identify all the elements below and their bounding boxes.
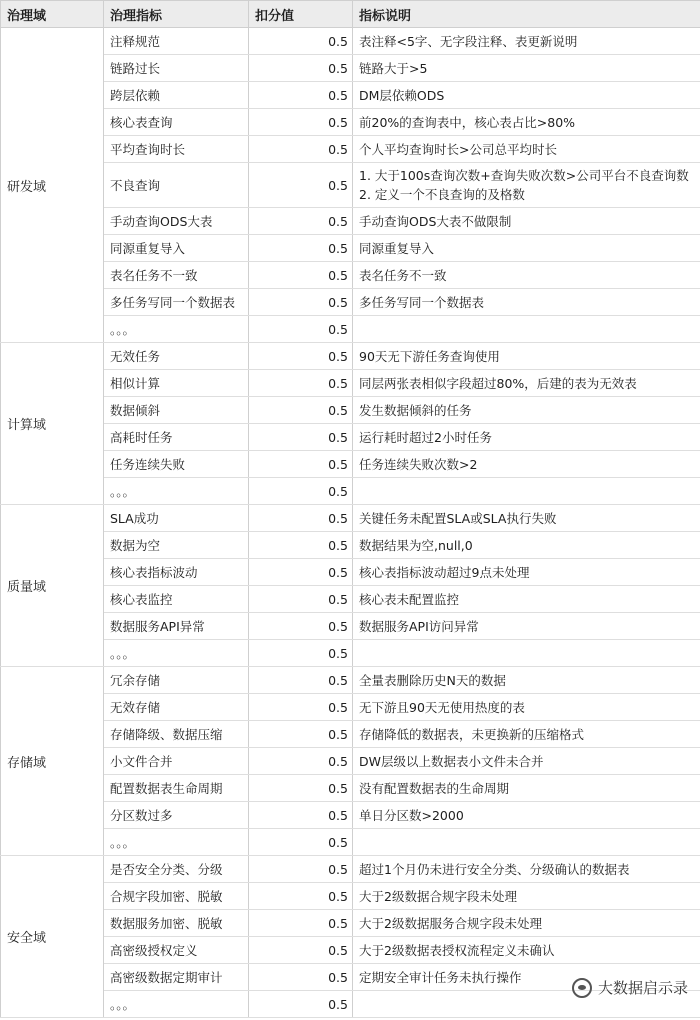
indicator-cell: 合规字段加密、脱敏 [104,883,249,910]
description-cell [353,478,700,505]
table-row [1,109,700,136]
description-cell: 同源重复导入 [353,235,700,262]
indicator-cell: 表名任务不一致 [104,262,249,289]
table-row [1,397,700,424]
score-cell: 0.5 [249,478,353,505]
indicator-cell: 高密级数据定期审计 [104,964,249,991]
table-row [1,559,700,586]
indicator-cell: 核心表监控 [104,586,249,613]
domain-cell: 质量域 [1,505,104,667]
score-cell: 0.5 [249,370,353,397]
table-row [1,235,700,262]
score-cell: 0.5 [249,451,353,478]
score-cell: 0.5 [249,559,353,586]
score-cell: 0.5 [249,829,353,856]
description-cell: 定期安全审计任务未执行操作 [353,964,700,991]
description-cell: 1. 大于100s查询次数+查询失败次数>公司平台不良查询数 2. 定义一个不良查询的及格数 [353,163,700,208]
domain-cell: 计算域 [1,343,104,505]
indicator-cell: 核心表查询 [104,109,249,136]
indicator-cell: 数据为空 [104,532,249,559]
indicator-cell: 手动查询ODS大表 [104,208,249,235]
description-cell: 没有配置数据表的生命周期 [353,775,700,802]
score-cell: 0.5 [249,856,353,883]
table-row [1,289,700,316]
indicator-cell: 跨层依赖 [104,82,249,109]
indicator-cell: 存储降级、数据压缩 [104,721,249,748]
table-row [1,316,700,343]
description-cell: 多任务写同一个数据表 [353,289,700,316]
indicator-cell: 小文件合并 [104,748,249,775]
indicator-cell: 核心表指标波动 [104,559,249,586]
score-cell: 0.5 [249,163,353,208]
indicator-cell: 数据服务加密、脱敏 [104,910,249,937]
description-cell: 超过1个月仍未进行安全分类、分级确认的数据表 [353,856,700,883]
domain-cell: 研发域 [1,28,104,343]
table-header-row [1,1,700,28]
table-row [1,262,700,289]
indicator-cell: 。。。 [104,316,249,343]
table-row [1,802,700,829]
table-row [1,163,700,208]
indicator-cell: 。。。 [104,829,249,856]
description-cell: 大于2级数据合规字段未处理 [353,883,700,910]
indicator-cell: 不良查询 [104,163,249,208]
header-description: 指标说明 [353,1,700,28]
score-cell: 0.5 [249,694,353,721]
description-cell: 个人平均查询时长>公司总平均时长 [353,136,700,163]
table-row [1,208,700,235]
table-row [1,478,700,505]
table-row [1,505,700,532]
indicator-cell: 注释规范 [104,28,249,55]
table-row [1,640,700,667]
header-indicator: 治理指标 [104,1,249,28]
indicator-cell: 数据服务API异常 [104,613,249,640]
table-row [1,28,700,55]
description-cell: 全量表删除历史N天的数据 [353,667,700,694]
table-row [1,451,700,478]
indicator-cell: 配置数据表生命周期 [104,775,249,802]
table-row [1,775,700,802]
indicator-cell: 相似计算 [104,370,249,397]
brand-watermark [572,977,688,998]
score-cell: 0.5 [249,424,353,451]
table-row [1,424,700,451]
indicator-cell: 。。。 [104,640,249,667]
description-cell: 运行耗时超过2小时任务 [353,424,700,451]
indicator-cell: 。。。 [104,478,249,505]
description-cell: 任务连续失败次数>2 [353,451,700,478]
table-row [1,532,700,559]
indicator-cell: 是否安全分类、分级 [104,856,249,883]
description-cell [353,829,700,856]
description-cell: 手动查询ODS大表不做限制 [353,208,700,235]
indicator-cell: SLA成功 [104,505,249,532]
score-cell: 0.5 [249,235,353,262]
score-cell: 0.5 [249,937,353,964]
description-cell: 数据结果为空,null,0 [353,532,700,559]
wechat-icon [572,978,592,998]
score-cell: 0.5 [249,343,353,370]
table-row [1,721,700,748]
table-row [1,910,700,937]
score-cell: 0.5 [249,136,353,163]
table-row [1,136,700,163]
description-cell: 数据服务API访问异常 [353,613,700,640]
score-cell: 0.5 [249,748,353,775]
indicator-cell: 高耗时任务 [104,424,249,451]
description-cell: 核心表指标波动超过9点未处理 [353,559,700,586]
description-cell: 存储降低的数据表，未更换新的压缩格式 [353,721,700,748]
brand-label: 大数据启示录 [597,979,688,997]
description-cell: 关键任务未配置SLA或SLA执行失败 [353,505,700,532]
indicator-cell: 无效存储 [104,694,249,721]
description-cell [353,640,700,667]
score-cell: 0.5 [249,991,353,1018]
table-row [1,694,700,721]
description-cell [353,316,700,343]
indicator-cell: 平均查询时长 [104,136,249,163]
table-row [1,586,700,613]
indicator-cell: 任务连续失败 [104,451,249,478]
score-cell: 0.5 [249,586,353,613]
table-row [1,748,700,775]
indicator-cell: 高密级授权定义 [104,937,249,964]
indicator-cell: 数据倾斜 [104,397,249,424]
table-row [1,343,700,370]
header-score: 扣分值 [249,1,353,28]
score-cell: 0.5 [249,721,353,748]
description-cell: DW层级以上数据表小文件未合并 [353,748,700,775]
description-cell: 核心表未配置监控 [353,586,700,613]
indicator-cell: 链路过长 [104,55,249,82]
description-cell: 大于2级数据服务合规字段未处理 [353,910,700,937]
score-cell: 0.5 [249,910,353,937]
indicator-cell: 。。。 [104,991,249,1018]
description-cell: 同层两张表相似字段超过80%，后建的表为无效表 [353,370,700,397]
indicator-cell: 无效任务 [104,343,249,370]
score-cell: 0.5 [249,28,353,55]
table-row [1,82,700,109]
score-cell: 0.5 [249,109,353,136]
description-cell: 前20%的查询表中，核心表占比>80% [353,109,700,136]
score-cell: 0.5 [249,262,353,289]
score-cell: 0.5 [249,397,353,424]
table-row [1,856,700,883]
header-domain: 治理域 [1,1,104,28]
score-cell: 0.5 [249,775,353,802]
description-cell: 发生数据倾斜的任务 [353,397,700,424]
score-cell: 0.5 [249,55,353,82]
table-row [1,829,700,856]
table-row [1,55,700,82]
score-cell: 0.5 [249,316,353,343]
score-cell: 0.5 [249,208,353,235]
table-row [1,667,700,694]
table-row [1,370,700,397]
description-cell: 大于2级数据表授权流程定义未确认 [353,937,700,964]
score-cell: 0.5 [249,289,353,316]
score-cell: 0.5 [249,640,353,667]
description-cell: 链路大于>5 [353,55,700,82]
score-cell: 0.5 [249,505,353,532]
domain-cell: 安全域 [1,856,104,1018]
score-cell: 0.5 [249,82,353,109]
score-cell: 0.5 [249,964,353,991]
description-cell: DM层依赖ODS [353,82,700,109]
score-cell: 0.5 [249,667,353,694]
score-cell: 0.5 [249,532,353,559]
description-cell: 无下游且90天无使用热度的表 [353,694,700,721]
score-cell: 0.5 [249,802,353,829]
table-row [1,883,700,910]
description-cell: 表名任务不一致 [353,262,700,289]
description-cell: 表注释<5字、无字段注释、表更新说明 [353,28,700,55]
table-body [1,28,700,1018]
description-cell: 90天无下游任务查询使用 [353,343,700,370]
indicator-cell: 分区数过多 [104,802,249,829]
indicator-cell: 同源重复导入 [104,235,249,262]
indicator-cell: 冗余存储 [104,667,249,694]
domain-cell: 存储域 [1,667,104,856]
score-cell: 0.5 [249,883,353,910]
table-row [1,937,700,964]
description-cell: 单日分区数>2000 [353,802,700,829]
table-row [1,613,700,640]
score-cell: 0.5 [249,613,353,640]
indicator-cell: 多任务写同一个数据表 [104,289,249,316]
